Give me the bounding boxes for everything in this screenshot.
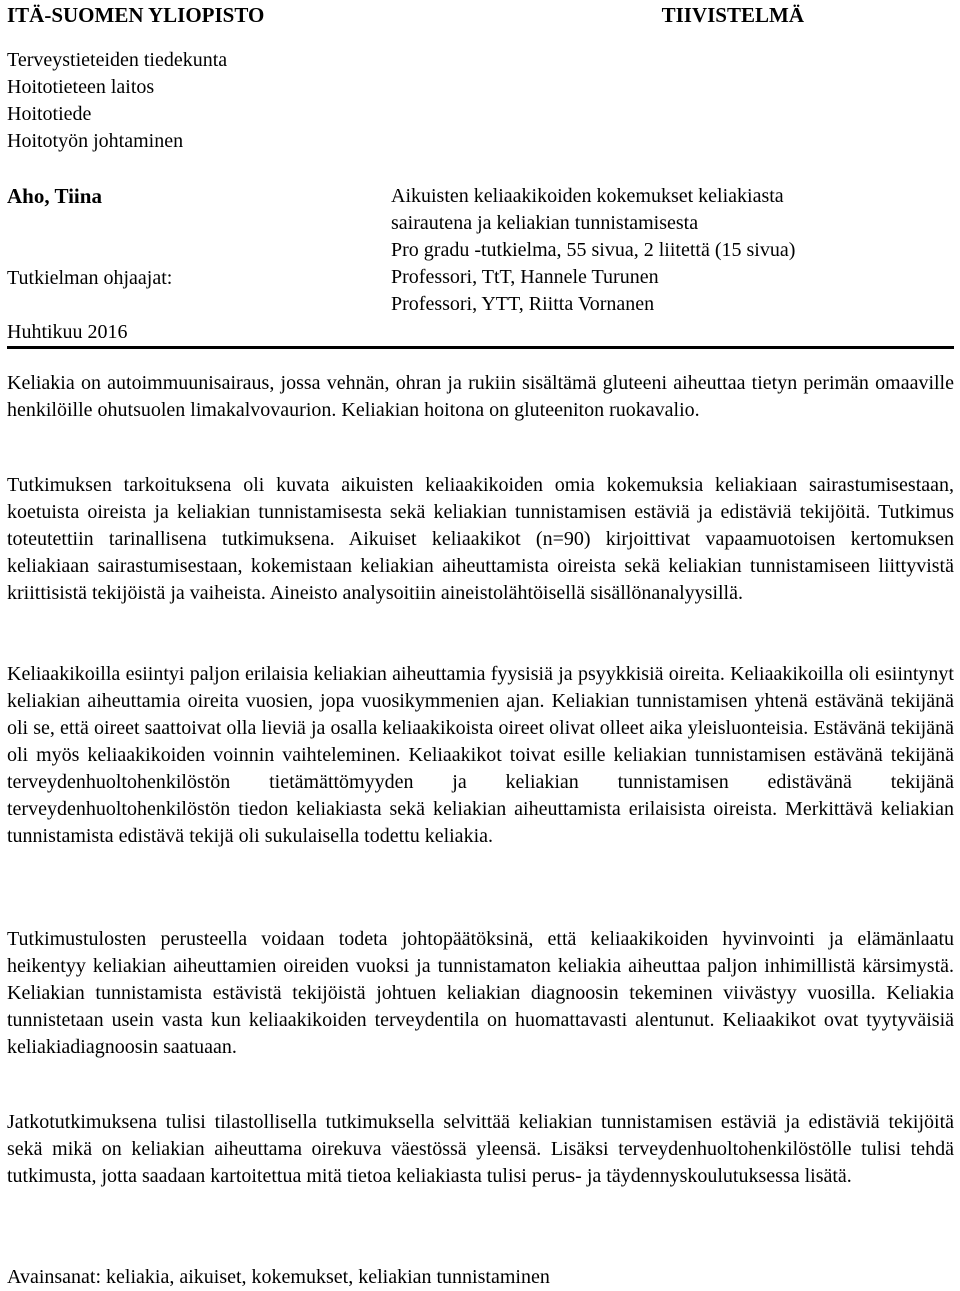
abstract-paragraph-1: Keliakia on autoimmuunisairaus, jossa vehnän, ohran ja rukiin sisältämä gluteeni aiheuttaa tietyn perimän omaaville henkilöille ohutsuolen limakalvovaurion. Keliakian hoitona on gluteeniton ruokavalio. (7, 372, 954, 421)
keywords: Avainsanat: keliakia, aikuiset, kokemukset, keliakian tunnistaminen (7, 1266, 550, 1288)
author-name: Aho, Tiina (7, 184, 102, 208)
department: Hoitotieteen laitos (7, 76, 155, 98)
supervisor-2: Professori, YTT, Riitta Vornanen (391, 293, 655, 315)
faculty: Terveystieteiden tiedekunta (7, 49, 228, 71)
specialization: Hoitotyön johtaminen (7, 130, 184, 152)
supervisors-label: Tutkielman ohjaajat: (7, 267, 173, 289)
header-divider (7, 346, 954, 349)
thesis-details (391, 183, 795, 318)
document-type: TIIVISTELMÄ (661, 3, 804, 27)
abstract-paragraph-2: Tutkimuksen tarkoituksena oli kuvata aikuisten keliaakikoiden omia kokemuksia keliakiaan sairastumisestaan, koetuista oireista ja keliakian tunnistamisesta sekä keliakian tunnistamisen estäviä ja edistäviä tekijöitä. Tutkimus toteutettiin tarinallisena tutkimuksena. Aikuiset keliaakikot (n=90) kirjoittivat vapaamuotoisen kertomuksen keliakiaan sairastumisestaan, kokemistaan keliakian aiheuttamista oireista sekä keliakian tunnistamiseen liittyvistä kriittisistä tekijöistä ja vaiheista. Aineisto analysoitiin aineistolähtöisellä sisällönanalyysillä. (7, 474, 954, 604)
university-name: ITÄ-SUOMEN YLIOPISTO (7, 3, 265, 27)
supervisor-1: Professori, TtT, Hannele Turunen (391, 266, 659, 288)
department-info (7, 47, 227, 155)
abstract-paragraph-4: Tutkimustulosten perusteella voidaan todeta johtopäätöksinä, että keliaakikoiden hyvinvointi ja elämänlaatu heikentyy keliakian aiheuttamien oireiden vuoksi ja tunnistamaton keliakia aiheuttaa paljon inhimillistä kärsimystä. Keliakian tunnistamista estävistä tekijöistä johtuen keliakian diagnoosin tekeminen viivästyy vuosilla. Keliakia tunnistetaan usein vasta kun keliaakikoiden terveydentila on huomattavasti alentunut. Keliaakikot ovat tyytyväisiä keliakiadiagnoosin saatuaan. (7, 928, 954, 1058)
thesis-info: Pro gradu -tutkielma, 55 sivua, 2 liitettä (15 sivua) (391, 239, 796, 261)
abstract-paragraph-5: Jatkotutkimuksena tulisi tilastollisella tutkimuksella selvittää keliakian tunnistamisen estäviä ja edistäviä tekijöitä sekä mikä on keliakian aiheuttama oirekuva väestössä yleensä. Lisäksi terveydenhuoltohenkilöstölle tulisi tehdä tutkimusta, jotta saadaan kartoitettua mitä tietoa keliakiasta tulisi perus- ja täydennyskoulutuksessa lisätä. (7, 1111, 954, 1187)
thesis-date: Huhtikuu 2016 (7, 321, 128, 343)
thesis-title-line-1: Aikuisten keliaakikoiden kokemukset keliakiasta (391, 185, 784, 207)
thesis-title-line-2: sairautena ja keliakian tunnistamisesta (391, 212, 699, 234)
abstract-paragraph-3: Keliaakikoilla esiintyi paljon erilaisia keliakian aiheuttamia fyysisiä ja psyykkisiä oireita. Keliaakikoilla oli esiintynyt keliakian aiheuttamia oireita vuosien, jopa vuosikymmenien ajan. Keliakian tunnistamisen yhtenä estävänä tekijänä oli se, että oireet saattoivat olla lieviä ja osalla keliaakikoista oireet olivat olleet aika yleisluonteisia. Estävänä tekijänä oli myös keliaakikoiden voinnin vaihteleminen. Keliaakikot toivat esille keliakian tunnistamisen estävänä tekijänä terveydenhuoltohenkilöstön tietämättömyyden ja keliakian tunnistamisen edistävänä tekijänä terveydenhuoltohenkilöstön tiedon keliakiasta sekä keliakian aiheuttamista erilaisista oireista. Merkittävä keliakian tunnistamista edistävä tekijä oli sukulaisella todettu keliakia. (7, 663, 954, 847)
subject: Hoitotiede (7, 103, 92, 125)
